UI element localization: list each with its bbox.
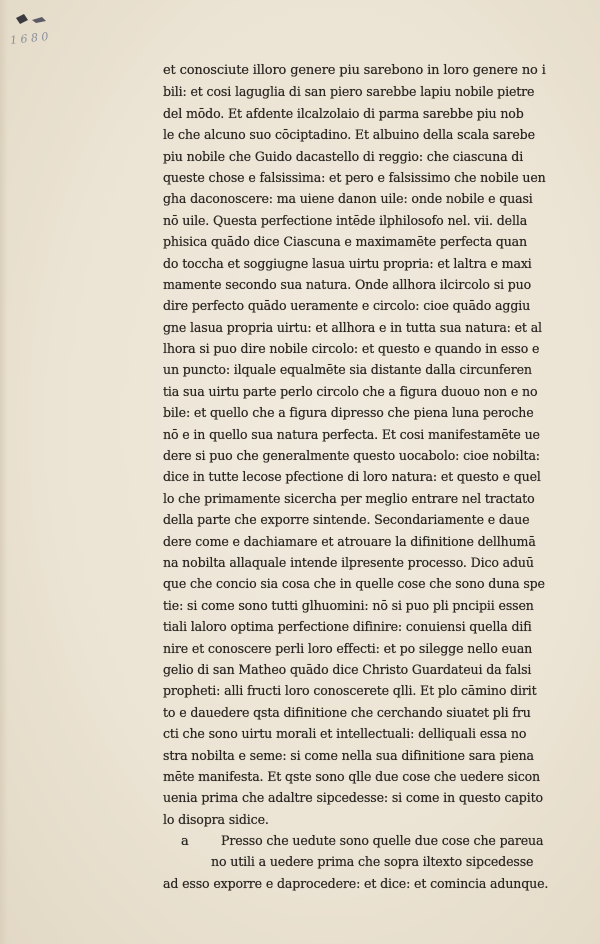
text-line: mamente secondo sua natura. Onde allhora ilcircolo si puo — [163, 276, 532, 292]
section-line — [163, 830, 555, 851]
text-line: tia sua uirtu parte perlo circolo che a figura duouo non e no — [163, 383, 538, 399]
section-line-text: Presso che uedute sono quelle due cose che pareua — [221, 833, 544, 849]
text-line: stra nobilta e seme: si come nella sua difinitione sara piena — [163, 747, 534, 763]
text-line: que che concio sia cosa che in quelle cose che sono duna spe — [163, 576, 545, 592]
manuscript-note: 1 6 8 0 — [9, 30, 50, 47]
section-line: ad esso exporre e daprocedere: et dice: et comincia adunque. — [163, 875, 549, 891]
text-line: le che alcuno suo cōciptadino. Et albuino della scala sarebe — [163, 127, 535, 143]
text-line: gne lasua propria uirtu: et allhora e in tutta sua natura: et al — [163, 319, 542, 335]
text-line: cti che sono uirtu morali et intellectuali: delliquali essa no — [163, 726, 527, 742]
text-block — [163, 60, 555, 894]
text-line: tie: si come sono tutti glhuomini: nō si puo pli pncipii essen — [163, 597, 534, 613]
main-paragraph — [163, 60, 555, 830]
section-paragraph — [163, 830, 555, 894]
text-line: phisica quādo dice Ciascuna e maximamēte perfecta quan — [163, 234, 527, 250]
text-line: et conosciute illoro genere piu sarebono in loro genere no i — [163, 63, 546, 78]
text-line: gelio di san Matheo quādo dice Christo Guardateui da falsi — [163, 661, 532, 677]
text-line: lo disopra sidice. — [163, 811, 269, 827]
text-line: na nobilta allaquale intende ilpresente processo. Dico aduū — [163, 554, 534, 570]
text-line: lo che primamente sicercha per meglio entrare nel tractato — [163, 490, 535, 506]
text-line: del mōdo. Et afdente ilcalzolaio di parma sarebbe piu nob — [163, 105, 524, 121]
text-line: do toccha et soggiugne lasua uirtu propria: et laltra e maxi — [163, 255, 532, 271]
text-line: queste chose e falsissima: et pero e falsissimo che nobile uen — [163, 169, 546, 185]
section-line: no utili a uedere prima che sopra iltexto sipcedesse — [211, 854, 534, 870]
text-line: bile: et quello che a figura dipresso che piena luna peroche — [163, 405, 534, 421]
section-marker: a — [181, 834, 189, 850]
text-line: nō e in quello sua natura perfecta. Et cosi manifestamēte ue — [163, 426, 540, 442]
page-gutter-shadow — [0, 0, 8, 944]
text-line: dire perfecto quādo ueramente e circolo: cioe quādo aggiu — [163, 298, 531, 314]
text-line: uenia prima che adaltre sipcedesse: si come in questo capito — [163, 790, 543, 806]
text-line: della parte che exporre sintende. Secondariamente e daue — [163, 512, 530, 528]
text-line: tiali laloro optima perfectione difinire: conuiensi quella difi — [163, 619, 532, 635]
text-line: bili: et cosi laguglia di san piero sarebbe lapiu nobile pietre — [163, 84, 535, 100]
text-line: dice in tutte lecose pfectione di loro natura: et questo e quel — [163, 469, 541, 485]
text-line: dere si puo che generalmente questo uocabolo: cioe nobilta: — [163, 448, 540, 464]
text-line: gha daconoscere: ma uiene danon uile: onde nobile e quasi — [163, 191, 533, 207]
text-line: nire et conoscere perli loro effecti: et po silegge nello euan — [163, 640, 533, 656]
text-line: mēte manifesta. Et qste sono qlle due cose che uedere sicon — [163, 768, 541, 784]
text-line: propheti: alli fructi loro conoscerete qlli. Et plo cāmino dirit — [163, 683, 537, 699]
text-line: to e dauedere qsta difinitione che cerchando siuatet pli fru — [163, 704, 531, 720]
text-line: lhora si puo dire nobile circolo: et questo e quando in esso e — [163, 341, 540, 357]
text-line: un puncto: ilquale equalmēte sia distante dalla circunferen — [163, 362, 532, 378]
text-line: nō uile. Questa perfectione intēde ilphilosofo nel. vii. della — [163, 212, 528, 228]
text-line: dere come e dachiamare et atrouare la difinitione dellhumā — [163, 533, 536, 549]
text-line: piu nobile che Guido dacastello di reggio: che ciascuna di — [163, 148, 524, 164]
